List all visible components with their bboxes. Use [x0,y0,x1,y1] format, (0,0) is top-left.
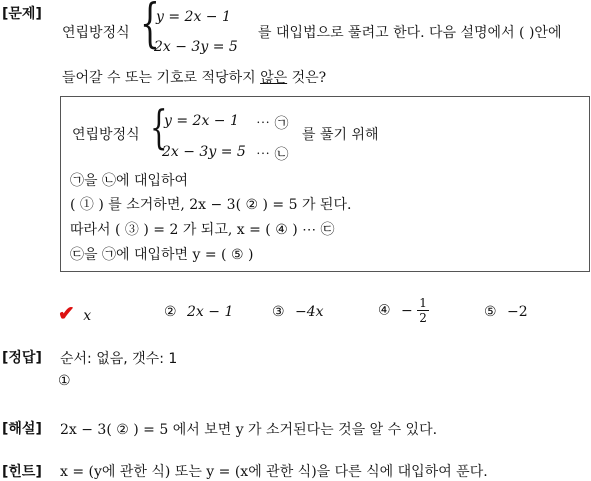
choice-2-num: ② [164,304,177,320]
hint-tag: [힌트] [2,464,42,480]
choice-3-num: ③ [272,304,285,320]
problem-line2-post: 것은? [287,70,327,86]
choice-4-sign: − [401,302,413,319]
box-line4: ㉢을 ㉠에 대입하면 y = ( ⑤ ) [70,247,254,263]
choice-4-fraction [417,296,429,325]
choice-1-text: x [83,308,92,324]
choice-5-text: −2 [507,304,528,320]
problem-tag: [문제] [2,6,42,22]
problem-system-label: 연립방정식 [62,25,130,41]
problem-brace: { [140,0,160,54]
check-icon: ✔ [58,301,75,325]
choice-4-denominator: 2 [419,311,427,325]
answer-line2: ① [58,373,71,389]
box-system-label: 연립방정식 [72,127,140,143]
choice-3-text: −4x [295,304,324,320]
choice-5[interactable] [484,304,528,320]
answer-tag: [정답] [2,350,42,366]
box-eq1: y = 2x − 1 [164,113,239,129]
choice-4-numerator: 1 [419,296,427,310]
box-eq2: 2x − 3y = 5 [162,144,246,160]
choice-5-num: ⑤ [484,304,497,320]
answer-line1: 순서: 없음, 갯수: 1 [60,351,178,367]
explanation-tag: [해설] [2,421,42,437]
problem-line2-underlined: 않은 [260,70,288,86]
problem-line2 [62,67,326,87]
problem-eq2: 2x − 3y = 5 [154,39,238,55]
explanation-text: 2x − 3( ② ) = 5 에서 보면 y 가 소거된다는 것을 알 수 있다. [60,422,438,438]
box-line1: ㉠을 ㉡에 대입하여 [70,173,189,189]
problem-line2-pre: 들어갈 수 또는 기호로 적당하지 [62,70,261,86]
box-solve-text: 를 풀기 위해 [302,127,379,143]
box-eq2-mark: ⋯ ㉡ [256,147,289,163]
hint-text: x = (y에 관한 식) 또는 y = (x에 관한 식)을 다른 식에 대입하여 푼다. [60,464,488,480]
choice-2[interactable] [164,304,233,320]
box-line3: 따라서 ( ③ ) = 2 가 되고, x = ( ④ ) ⋯ ㉢ [70,222,335,238]
box-eq1-mark: ⋯ ㉠ [256,116,289,132]
choice-4-num: ④ [378,302,391,319]
choice-3[interactable] [272,304,324,320]
box-brace: { [150,100,168,154]
problem-eq1: y = 2x − 1 [156,9,231,25]
choice-4[interactable] [378,296,429,325]
choice-1[interactable] [58,301,91,325]
choice-2-text: 2x − 1 [187,304,234,320]
problem-text-after: 를 대입법으로 풀려고 한다. 다음 설명에서 ( )안에 [258,25,562,41]
box-line2: ( ① ) 를 소거하면, 2x − 3( ② ) = 5 가 된다. [70,197,352,213]
